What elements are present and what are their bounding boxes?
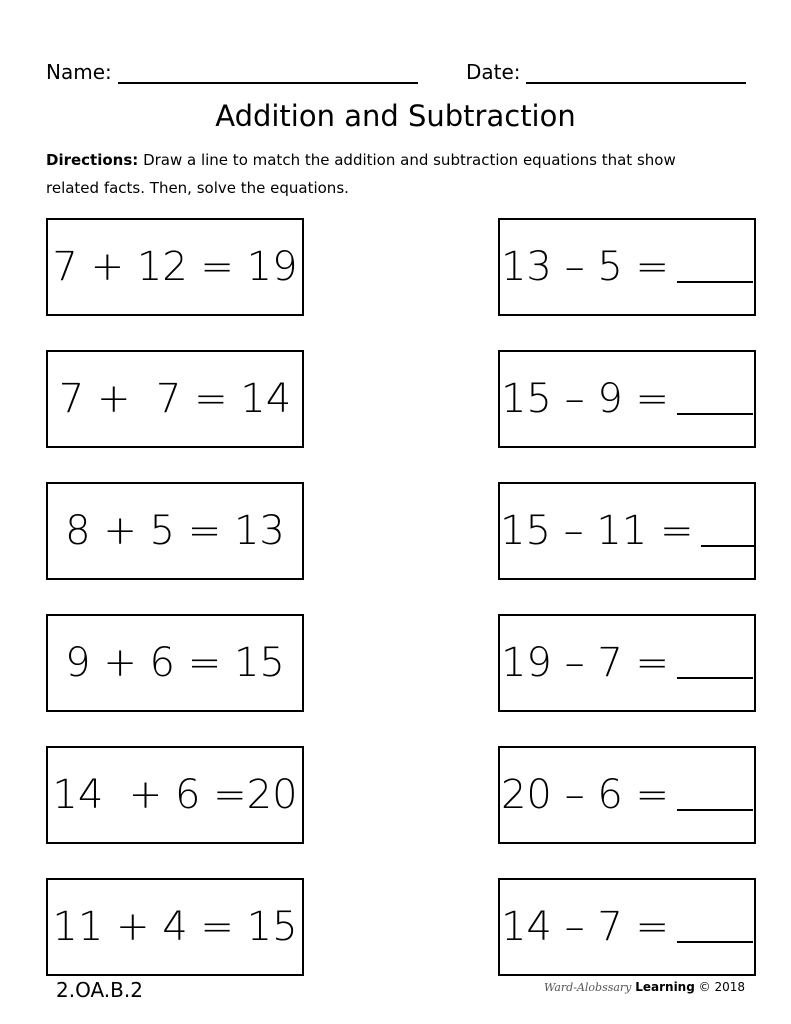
subtraction-equation: 20 – 6 =: [500, 772, 669, 818]
copyright: © 2018: [698, 980, 745, 994]
answer-blank[interactable]: [677, 911, 753, 943]
addition-box[interactable]: [46, 614, 304, 712]
directions-line2: related facts. Then, solve the equations.: [46, 179, 349, 197]
date-field[interactable]: [526, 82, 746, 84]
subtraction-box[interactable]: [498, 614, 756, 712]
name-label: Name:: [46, 60, 112, 84]
directions-label: Directions:: [46, 151, 139, 169]
addition-equation: 7 + 7 = 14: [58, 376, 292, 422]
addition-equation: 9 + 6 = 15: [65, 640, 285, 686]
subtraction-equation: 19 – 7 =: [500, 640, 669, 686]
subtraction-equation: 13 – 5 =: [500, 244, 669, 290]
brand-bold: Learning: [635, 980, 695, 994]
date-label: Date:: [466, 60, 521, 84]
addition-box[interactable]: [46, 878, 304, 976]
footer-credit: [544, 978, 745, 997]
subtraction-box[interactable]: [498, 878, 756, 976]
subtraction-box[interactable]: [498, 218, 756, 316]
standard-code: 2.OA.B.2: [56, 978, 143, 1002]
subtraction-equation: 14 – 7 =: [500, 904, 669, 950]
addition-box[interactable]: [46, 350, 304, 448]
answer-blank[interactable]: [677, 383, 753, 415]
answer-blank[interactable]: [677, 779, 753, 811]
directions-line1: Draw a line to match the addition and subtraction equations that show: [143, 151, 676, 169]
subtraction-equation: 15 – 11 =: [500, 508, 694, 554]
addition-equation: 11 + 4 = 15: [52, 904, 298, 950]
answer-blank[interactable]: [677, 251, 753, 283]
subtraction-box[interactable]: [498, 350, 756, 448]
answer-blank[interactable]: [677, 647, 753, 679]
answer-blank[interactable]: [701, 515, 754, 547]
addition-equation: 14 + 6 =20: [52, 772, 298, 818]
addition-box[interactable]: [46, 218, 304, 316]
header-row: [46, 56, 746, 88]
name-field[interactable]: [118, 82, 418, 84]
directions: [46, 146, 746, 202]
addition-equation: 7 + 12 = 19: [52, 244, 298, 290]
addition-equation: 8 + 5 = 13: [65, 508, 285, 554]
subtraction-box[interactable]: [498, 482, 756, 580]
subtraction-equation: 15 – 9 =: [500, 376, 669, 422]
page-title: Addition and Subtraction: [215, 99, 576, 133]
subtraction-box[interactable]: [498, 746, 756, 844]
addition-box[interactable]: [46, 746, 304, 844]
addition-box[interactable]: [46, 482, 304, 580]
brand-script: Ward-Alobssary: [544, 981, 632, 994]
